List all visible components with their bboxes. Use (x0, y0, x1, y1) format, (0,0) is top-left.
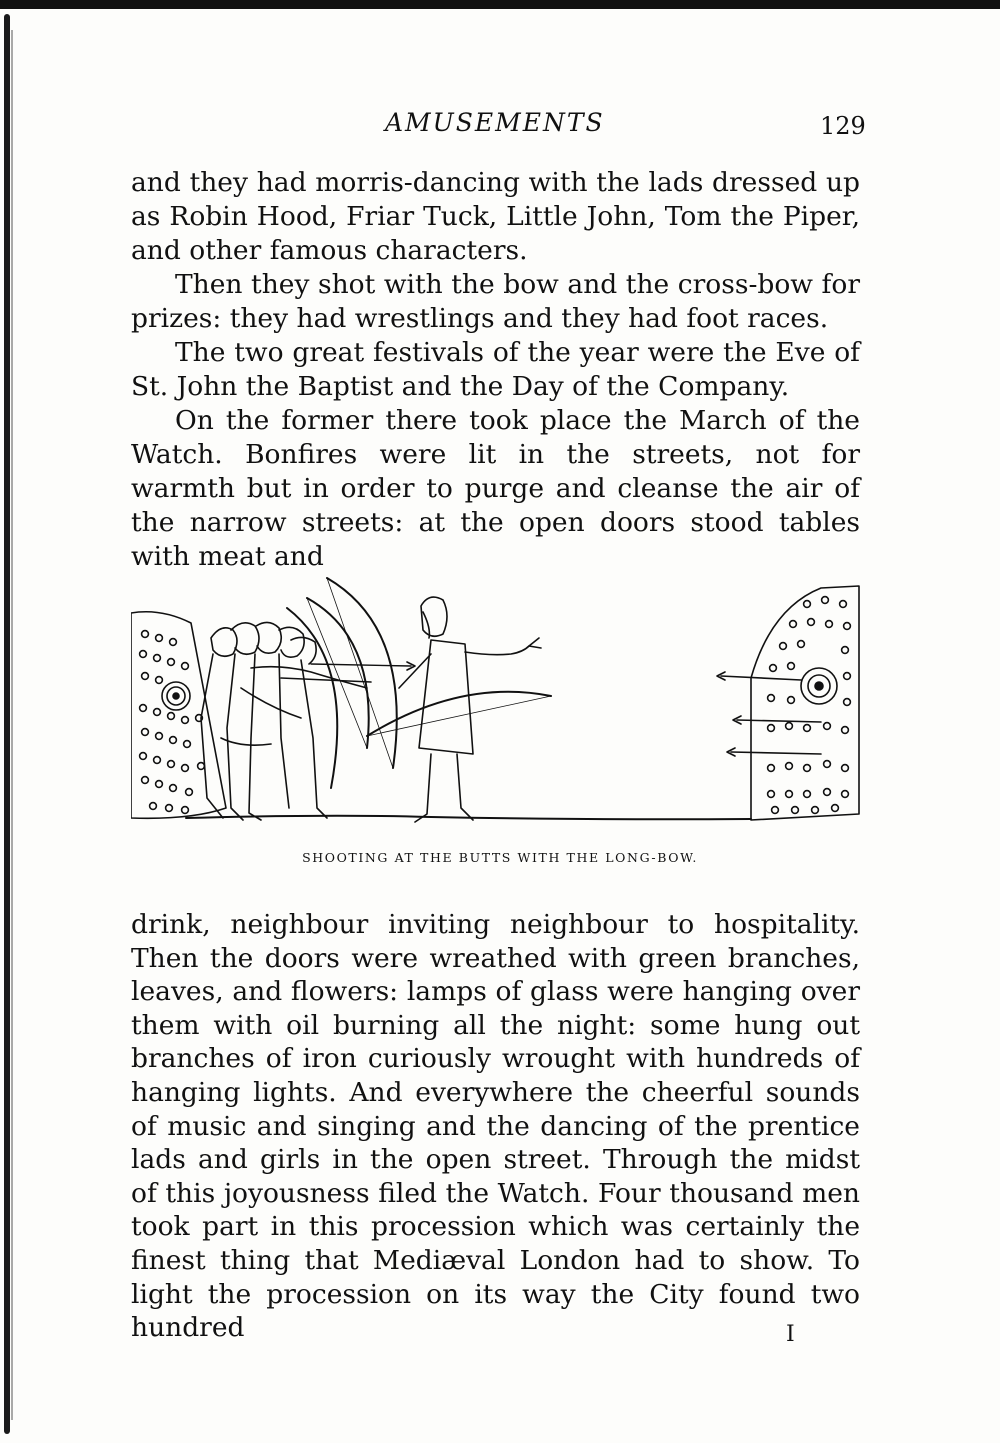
archer-group (201, 622, 371, 820)
binding-shadow (11, 30, 13, 1420)
page-number: 129 (820, 112, 866, 140)
arrow (737, 720, 821, 722)
right-butt (751, 586, 859, 820)
arrow (311, 664, 411, 666)
right-target-roundel (801, 668, 837, 704)
left-butt-dots (140, 631, 205, 814)
archery-illustration (131, 568, 861, 833)
body-text-bottom (131, 908, 860, 1345)
top-edge-rule (0, 0, 1000, 9)
running-title: AMUSEMENTS (385, 108, 605, 137)
right-butt-dots (768, 597, 851, 814)
arrow (721, 676, 801, 680)
paragraph: On the former there took place the March of the Watch. Bonfires were lit in the streets, not for warmth but in order to purge and cleanse the air of the narrow streets: at the open doors stood tables with meat and (131, 405, 860, 572)
arrow (731, 752, 821, 754)
body-text-top (131, 166, 860, 574)
paragraph: and they had morris-dancing with the lads dressed up as Robin Hood, Friar Tuck, Little John, Tom the Piper, and other famous characters. (131, 167, 860, 266)
figure-caption: SHOOTING AT THE BUTTS WITH THE LONG-BOW. (302, 850, 698, 865)
paragraph: drink, neighbour inviting neighbour to hospitality. Then the doors were wreathed with green branches, leaves, and flowers: lamps of glass were hanging over them with oil burning all the night: some hung out branches of iron curiously wrought with hundreds of hanging lights. And everywhere the cheerful sounds of music and singing and the dancing of the prentice lads and girls in the open street. Through the midst of this joyousness filed the Watch. Four thousand men took part in this procession which was certainly the finest thing that Mediæval London had to show. To light the procession on its way the City found two hundred (131, 909, 860, 1344)
long-bow (287, 608, 337, 788)
long-bow (367, 692, 551, 736)
paragraph: Then they shot with the bow and the cross-bow for prizes: they had wrestlings and they had foot races. (131, 269, 860, 334)
left-target-roundel (162, 682, 190, 710)
signature-mark: I (786, 1322, 795, 1347)
binding-edge (4, 14, 10, 1434)
paragraph: The two great festivals of the year were the Eve of St. John the Baptist and the Day of the Company. (131, 337, 860, 402)
